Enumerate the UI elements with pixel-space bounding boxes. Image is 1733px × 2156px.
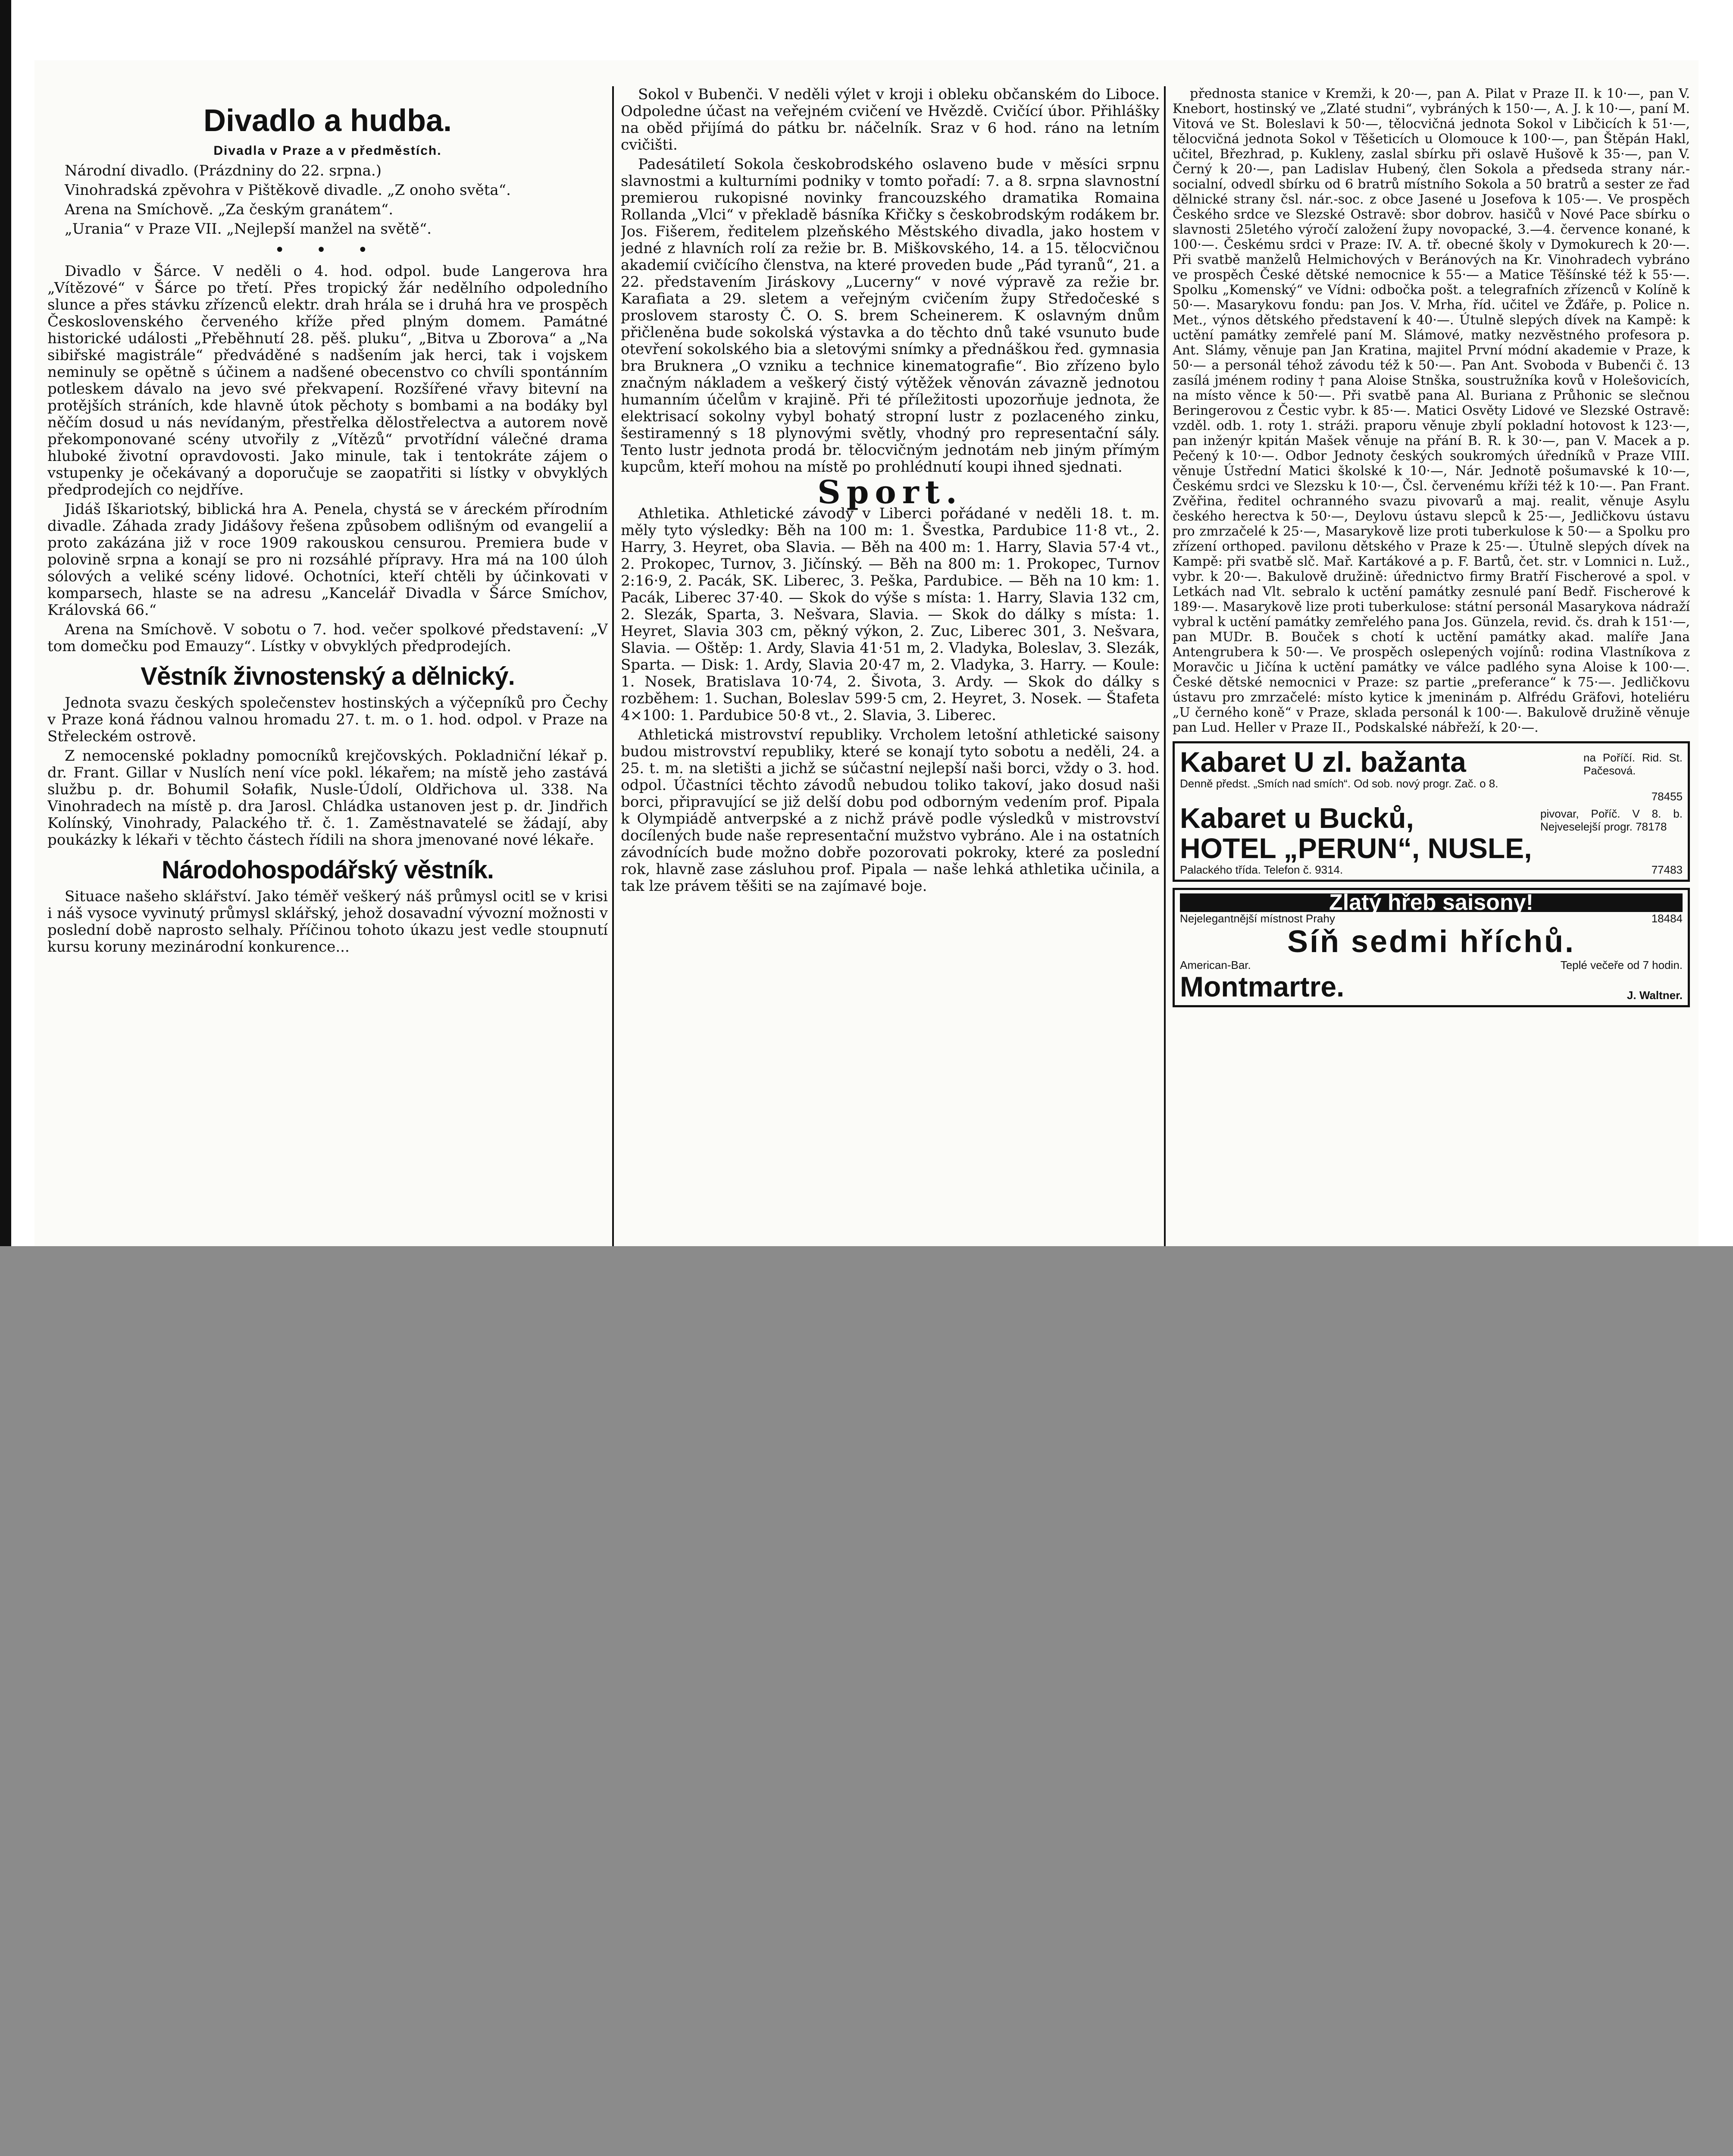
paragraph: Divadlo v Šárce. V neděli o 4. hod. odpol. bude Langerova hra „Vítězové“ v Šárce po třetí. Přes tropický žár nedělního odpoledního slunce a přes stávku zřízenců elektr. drah hrála se i druhá hra ve prospěch Československého červeného kříže před plným domem. Památné historické události „Přeběhnutí 28. pěš. pluku“, „Bitva u Zborova“ a „Na sibiřské magistrále“ předváděné s nadšením jak herci, tak i vojskem neminuly se opětně s účinem a nadšené obecenstvo co chvíli spontánním potleskem dávalo na jevo své překvapení. Rozšířené vřavy bitevní na protějších stráních, kde hlavně útok pěchoty s bombami a na bodáky byl něčím dosud u nás nevídaným, přestřelka dělostřelectva a autorem nově překomponované scény utvořily z „Vítězů“ prvotřídní válečné drama hluboké životní opravdovosti. Jako minule, tak i tentokráte zájem o vstupenky je očekávaný a doporučuje se zaopatřiti si lístky v obvyklých předprodejích co nejdříve.: [47, 263, 608, 498]
column-left: [47, 86, 608, 1246]
paragraph: Vinohradská zpěvohra v Pištěkově divadle. „Z onoho světa“.: [65, 182, 511, 199]
section-title-theatre: Divadlo a hudba.: [203, 103, 452, 138]
ad-address: pivovar, Poříč. V 8. b. Nejveselejší progr. 78178: [1540, 807, 1683, 833]
ad-code: 78455: [1651, 790, 1683, 803]
ad-headline: Kabaret U zl. bažanta: [1180, 746, 1466, 778]
paragraph: Z nemocenské pokladny pomocníků krejčovských. Pokladniční lékař p. dr. Frant. Gillar v Nuslích není více pokl. lékařem; na místě jeho zastává službu p. dr. Bohumil Sołafik, Nusle-Údolí, Oldřichova ul. 338. Na Vinohradech na místě p. dra Jarosl. Chládka ustanoven jest p. dr. Jindřich Kolínský, Vinohrady, Palackého tř. č. 1. Zaměstnavatelé se žádají, aby poukázky k lékaři v těchto částech řídili na shora jmenované nové lékaře.: [47, 747, 608, 849]
ad-address: na Poříčí. Rid. St. Pačesová.: [1583, 751, 1683, 777]
paragraph: Athletická mistrovství republiky. Vrcholem letošní athletické saisony budou mistrovství republiky, které se konají tyto sobotu a neděli, 24. a 25. t. m. na sletišti a jichž se súčastní nejlepší naši borci, vždy o 3. hod. odpol. Účastníci těchto závodů nebudou toliko takoví, jako dosud naši borci, připravující se již delší dobu pod odborným vedením prof. Pipala k Olympiádě antverpské a z nichž právě podle výsledků v mistrovství docílených bude naše representační mužstvo vybráno. Ale i na ostatních závodnících bude možno dobře pozorovati pokroky, které za poslední rok, hlavně zase zásluhou prof. Pipala — naše lehká athletika učinila, a tak lze právem těšiti se na zajímavé boje.: [621, 726, 1160, 895]
section-title-sport: Sport.: [817, 474, 963, 511]
advertisement-kabaret-bazant: [1173, 741, 1690, 882]
paragraph: Athletika. Athletické závody v Liberci pořádané v neděli 18. t. m. měly tyto výsledky: Běh na 100 m: 1. Švestka, Pardubice 11·8 vt., 2. Harry, 3. Heyret, oba Slavia. — Běh na 400 m: 1. Harry, Slavia 57·4 vt., 2. Prokopec, Turnov, 3. Jičínský. — Běh na 800 m: 1. Prokopec, Turnov 2:16·9, 2. Pacák, SK. Liberec, 3. Peška, Pardubice. — Běh na 10 km: 1. Pacák, Liberec 37·40. — Skok do výše s místa: 1. Harry, Slavia 132 cm, 2. Slezák, Sparta, 3. Nešvara, Slavia. — Skok do dálky s místa: 1. Heyret, Slavia 303 cm, pěkný výkon, 2. Zuc, Liberec 301, 3. Nešvara, Slavia. — Oštěp: 1. Ardy, Slavia 41·51 m, 2. Vladyka, Boleslav, 3. Slezák, Sparta. — Disk: 1. Ardy, Slavia 20·47 m, 2. Vladyka, 3. Harry. — Koule: 1. Nosek, Bratislava 10·74, 2. Šivota, 3. Ardy. — Skok do dálky s rozběhem: 1. Suchan, Boleslav 599·5 cm, 2. Heyret, 3. Nosek. — Štafeta 4×100: 1. Pardubice 50·8 vt., 2. Slavia, 3. Liberec.: [621, 505, 1160, 724]
ad-banner: Zlatý hřeb saisony!: [1180, 893, 1683, 912]
separator-dots: • • •: [274, 240, 381, 260]
ad-headline: Kabaret u Bucků,: [1180, 802, 1414, 834]
column-right: [1173, 86, 1690, 1246]
column-rule: [1164, 86, 1166, 1246]
ad-address: Palackého třída. Telefon č. 9314.: [1180, 863, 1343, 876]
scan-edge-dark: [0, 0, 11, 1246]
paragraph: Jidáš Iškariotský, biblická hra A. Penela, chystá se v áreckém přírodním divadle. Záhada zrady Jidášovy řešena způsobem odlišným od evangelií a proto zakázána již v roce 1909 rakouskou censurou. Premiera bude v polovině srpna a konají se pro ni rozsáhlé přípravy. Hra má na 100 úloh sólových a veliké scény lidové. Ochotníci, kteří chtěli by účinkovati v komparsech, hlaste se na adresu „Kancelář Divadla v Šárce Smíchov, Královská 66.“: [47, 501, 608, 619]
advertisement-sin-sedmi-hrichu: [1173, 888, 1690, 1007]
column-middle: [621, 86, 1160, 1246]
paragraph: Národní divadlo. (Prázdniny do 22. srpna.): [65, 162, 382, 179]
ad-text: Denně předst. „Smích nad smích“. Od sob. nový progr. Zač. o 8.: [1180, 777, 1498, 790]
paragraph: Arena na Smíchově. V sobotu o 7. hod. večer spolkové představení: „V tom domečku pod Emauzy“. Lístky v obvyklých předprodejích.: [47, 621, 608, 655]
section-subtitle: Divadla v Praze a v předměstích.: [213, 144, 442, 158]
column-rule: [612, 86, 614, 1246]
paragraph: Situace našeho sklářství. Jako téměř veškerý náš průmysl ocitl se v krisi i náš vysoce vyvinutý průmysl sklářský, jehož dosavadní vývozní možnosti v poslední době naprosto selhaly. Příčinou tohoto úkazu jest vedle stoupnutí kursu koruny mezinárodní konkurence...: [47, 888, 608, 956]
section-title-economy: Národohospodářský věstník.: [161, 856, 494, 884]
ad-code: 77483: [1651, 863, 1683, 876]
paragraph: Arena na Smíchově. „Za českým granátem“.: [65, 201, 394, 218]
ad-owner: J. Waltner.: [1627, 989, 1683, 1002]
ad-headline: HOTEL „PERUN“, NUSLE,: [1180, 832, 1532, 864]
paragraph: přednosta stanice v Kremži, k 20·—, pan A. Pilat v Praze II. k 10·—, pan V. Knebort, hostinský ve „Zlaté studni“, vybráných k 150·—, A. J. k 10·—, paní M. Vitová ve St. Boleslavi k 50·—, tělocvičná jednota Sokol v Libčicích k 51·—, tělocvičná jednota Sokol v Těšeticích u Olomouce k 100·—, pan Štěpán Hakl, učitel, Březhrad, p. Kukleny, zaslal sbírku při oslavě Hušově k 35·—, pan V. Černý k 20·—, pan Ladislav Hubený, člen Sokola a předseda strany nár.-socialní, odvedl sbírku od 6 bratrů místního Sokola a 50 bratrů a sester ze řad dělnické strany čsl. nár.-soc. z obce Jasené u Josefova k 105·—. Ve prospěch Českého srdce ve Slezské Ostravě: sbor dobrov. hasičů v Nové Pace sbírku o slavnosti 25letého výročí založení župy novopacké, 3.—4. července konané, k 100·—. Českému srdci v Praze: IV. A. tř. obecné školy v Dymokurech k 20·—. Při svatbě manželů Helmichových v Beránových na Kr. Vinohradech vybráno ve prospěch České dětské nemocnice k 55·— a Matice Těšínské též k 55·—. Spolku „Komenský“ ve Vídni: odbočka pošt. a telegrafních zřízenců v Kolíně k 50·—. Masarykovu fondu: pan Jos. V. Mrha, říd. učitel ve Žďáře, p. Police n. Met., výnos dětského představení k 40·—. Útulně slepých dívek na Kampě: k uctění památky zemřelé paní M. Slámové, matky nezvěstného profesora p. Ant. Slámy, věnuje pan Jan Kratina, majitel První módní akademie v Praze, k 50·— a personál téhož závodu též k 50·—. Pan Ant. Svoboda v Bubenči č. 13 zasílá jménem rodiny † pana Aloise Stnška, soustružníka kovů v Holešovicích, na místo věnce k 50·—. Při svatbě pana Al. Buriana z Průhonic se slečnou Beringerovou z Čestic vybr. k 85·—. Matici Osvěty Lidové ve Slezské Ostravě: vzděl. odb. 1. roty 1. stráži. praporu věnuje zbylí pokladní hotovost k 123·—, pan inženýr kpitán Mašek věnuje na přání B. R. k 30·—, pan V. Macek a p. Pečený k 10·—. Odbor Jednoty českých soukromých úředníků v Praze VIII. věnuje Ústřední Matici školské k 10·—, Nár. Jednotě pošumavské k 10·—, Českému srdci ve Slezsku k 10·—, Čsl. červenému kříži též k 10·—. Pan Frant. Zvěřina, ředitel ochranného svazu pivovarů a maj. realit, věnuje Asylu českého herectva k 50·—, Deylovu ústavu slepců k 25·—, Jedličkovu ústavu pro zmrzačelé k 25·—, Masarykově lize proti tuberkulose k 50·— a Spolku pro zřízení orthoped. pavilonu dětského v Praze k 25·—. Útulně slepých dívek na Kampě: při svatbě slč. Mař. Kartákové a p. F. Bartů, čet. str. v Lomnici n. Luž., vybr. k 20·—. Bakulově družině: úřednictvo firmy Bratří Fischerové a spol. v Letkách nad Vlt. sebralo k uctění památky zesnulé paní Bedř. Fischerové k 189·—. Masarykově lize proti tuberkulose: státní personál Masarykova nádraží vybral k uctění památky zemřelého pana Jos. Günzela, revid. čs. drah k 151·—, pan MUDr. B. Bouček s chotí k uctění památky akad. malíře Jana Antengrubera k 50·—. Ve prospěch oslepených vojínů: rodina Vlastníkova z Moravčic u Jičína k uctění památky ve válce padlého syna Aloise k 100·—. České dětské nemocnici v Praze: sz partie „preferance“ k 75·—. Jedličkovu ústavu pro zmrzačelé: místo kytice k jmeninám p. Alfrédu Gräfovi, hoteliéru „U černého koně“ v Praze, sklada personál k 100·—. Bakulově družině věnuje pan Lud. Heller v Praze II., Podskalské nábřeží, k 20·—.: [1173, 86, 1690, 735]
paragraph: Jednota svazu českých společenstev hostinských a výčepníků pro Čechy v Praze koná řádnou valnou hromadu 27. t. m. o 1. hod. odpol. v Praze na Střeleckém ostrově.: [47, 694, 608, 745]
scan-background: [0, 1246, 1733, 2156]
ad-code: 18484: [1651, 912, 1683, 925]
newspaper-page: [34, 60, 1699, 1246]
ad-headline: Montmartre.: [1180, 971, 1345, 1003]
ad-text: Nejelegantnější místnost Prahy: [1180, 912, 1335, 925]
paragraph: Sokol v Bubenči. V neděli výlet v kroji i obleku občanském do Liboce. Odpoledne účast na veřejném cvičení ve Hvězdě. Cvičící úbor. Přihlášky na oběd přijímá do pátku br. náčelník. Sraz v 6 hod. ráno na letním cvičišti.: [621, 86, 1160, 154]
ad-text: American-Bar.: [1180, 959, 1251, 971]
paragraph: Padesátiletí Sokola českobrodského oslaveno bude v měsíci srpnu slavnostmi a kulturními podniky v tomto pořadí: 7. a 8. srpna slavnostní premierou rukopisné novinky francouzského dramatika Romaina Rollanda „Vlci“ v překladě básníka Křičky s českobrodským rodákem br. Jos. Fišerem, ředitelem plzeňského Městského divadla, jako hostem v jedné z hlavních rolí za režie br. B. Miškovského, 14. a 15. tělocvičnou akademií cvičícího členstva, na které proveden bude „Pád tyranů“, 21. a 22. představením Jiráskovy „Lucerny“ v nové výpravě za režie br. Karafiata a 29. sletem a veřejným cvičením župy Středočeské s proslovem starosty Č. O. S. brem Scheinerem. K oslavným dnům přičleněna bude sokolská výstavka a do těchto dnů také vsunuto bude otevření sokolského bia a sletovými snímky a přednáškou řed. gymnasia bra Bruknera „O vzniku a technice kinematografie“. Bio zřízeno bylo značným nákladem a veškerý čistý výtěžek věnován závazně jednotou humanním účelům v krajině. Při té příležitosti upozorňuje jednota, že elektrisací sokolny vybyl bohatý stropní lustr z pozlaceného zinku, šestiramenný s 18 plynovými světly, vhodný pro representační sály. Tento lustr jednota prodá br. tělocvičným jednotám neb jiným přímým kupcům, kteří mohou na místě po prohlédnutí koupi ihned sjednati.: [621, 156, 1160, 476]
paragraph: „Urania“ v Praze VII. „Nejlepší manžel na světě“.: [65, 220, 432, 238]
ad-text: Teplé večeře od 7 hodin.: [1560, 959, 1683, 971]
section-title-trade: Věstník živnostenský a dělnický.: [141, 662, 515, 690]
ad-headline: Síň sedmi hříchů.: [1287, 924, 1576, 959]
